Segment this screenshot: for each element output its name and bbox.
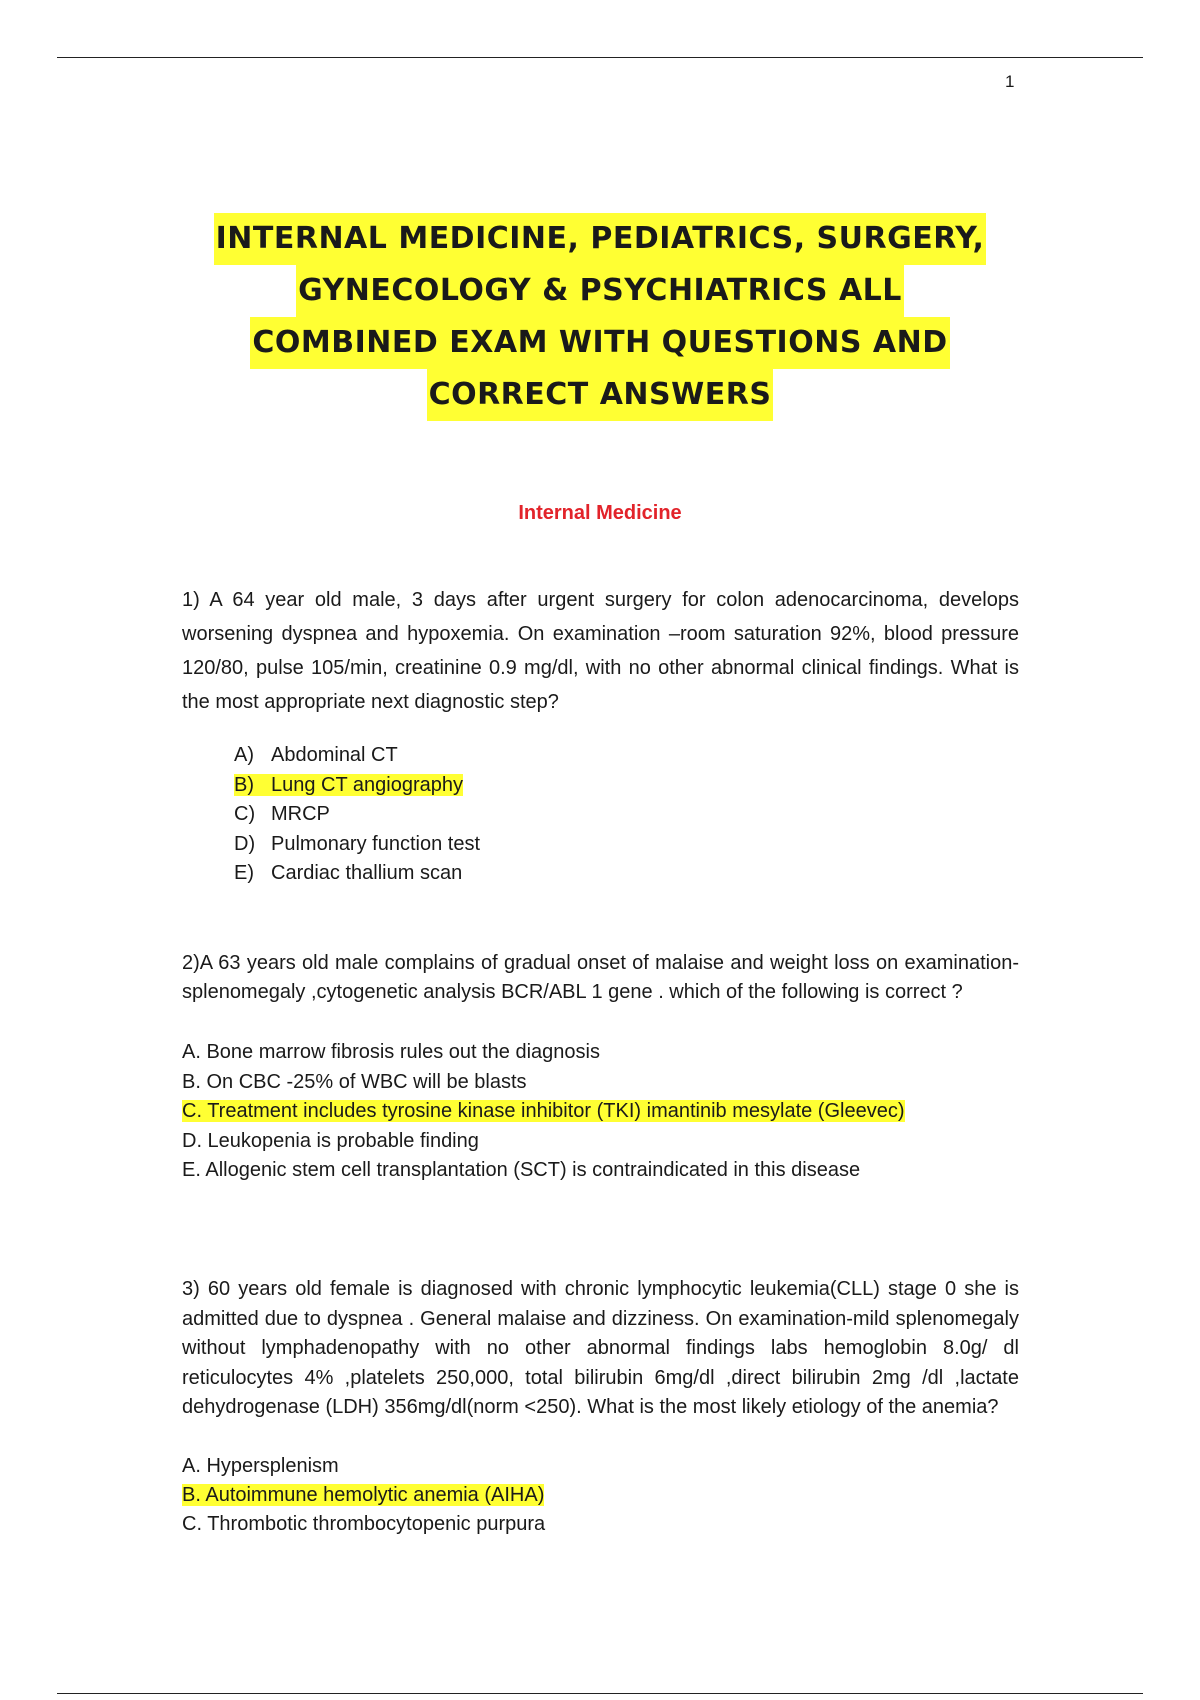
option-text: MRCP [271,803,330,825]
question-2-option-a: A. Bone marrow fibrosis rules out the diagnosis [182,1041,600,1063]
question-1-option-a [234,741,480,771]
question-3-text: 3) 60 years old female is diagnosed with chronic lymphocytic leukemia(CLL) stage 0 she is admitted due to dyspnea . General malaise and dizziness. On examination-mild splenomegaly without lymphadenopathy with no other abnormal findings labs hemoglobin 8.0g/ dl reticulocytes 4% ,platelets 250,000, total bilirubin 6mg/dl ,direct bilirubin 2mg /dl ,lactate dehydrogenase (LDH) 356mg/dl(norm <250). What is the most likely etiology of the anemia? [182,1278,1019,1418]
question-2-option-c [182,1097,905,1127]
question-1-text: 1) A 64 year old male, 3 days after urgent surgery for colon adenocarcinoma, develops worsening dyspnea and hypoxemia. On examination –room saturation 92%, blood pressure 120/80, pulse 105/min, creatinine 0.9 mg/dl, with no other abnormal clinical findings. What is the most appropriate next diagnostic step? [182,589,1019,713]
question-2-options [182,1038,905,1186]
title-line-4: CORRECT ANSWERS [427,369,774,421]
question-1-option-c [234,800,480,830]
question-2-text: 2)A 63 years old male complains of gradual onset of malaise and weight loss on examination-splenomegaly ,cytogenetic analysis BCR/ABL 1 gene . which of the following is correct ? [182,952,1019,1003]
option-letter: B) [234,773,254,796]
question-3-options [182,1452,545,1539]
section-title: Internal Medicine [518,502,682,524]
question-3-option-b [182,1481,545,1510]
title-line-1: INTERNAL MEDICINE, PEDIATRICS, SURGERY, [214,213,987,265]
page-number: 1 [1005,72,1015,91]
question-1-option-d [234,830,480,860]
question-3-option-a: A. Hypersplenism [182,1455,339,1477]
option-text-correct: B. Autoimmune hemolytic anemia (AIHA) [182,1484,545,1506]
option-letter: E) [234,862,254,884]
option-letter: C) [234,803,256,825]
question-2-option-d: D. Leukopenia is probable finding [182,1129,479,1152]
question-2-option-e: E. Allogenic stem cell transplantation (SCT) is contraindicated in this disease [182,1159,861,1181]
top-rule [57,57,1143,58]
option-text: Pulmonary function test [271,832,480,855]
bottom-rule [57,1693,1143,1694]
question-2-option-b: B. On CBC -25% of WBC will be blasts [182,1070,527,1093]
question-1-option-b [234,771,480,801]
title-line-3: COMBINED EXAM WITH QUESTIONS AND [250,317,949,369]
option-letter: A) [234,744,254,766]
document-title [150,213,1050,421]
option-letter: D) [234,832,256,855]
option-text: Cardiac thallium scan [271,862,463,884]
title-line-2: GYNECOLOGY & PSYCHIATRICS ALL [296,265,904,317]
option-text-correct: C. Treatment includes tyrosine kinase inhibitor (TKI) imantinib mesylate (Gleevec) [182,1100,905,1122]
question-1-options [234,741,480,889]
question-3-option-c: C. Thrombotic thrombocytopenic purpura [182,1513,546,1535]
question-1-option-e [234,859,480,889]
option-text-correct: Lung CT angiography [271,773,463,796]
option-text: Abdominal CT [271,744,398,766]
